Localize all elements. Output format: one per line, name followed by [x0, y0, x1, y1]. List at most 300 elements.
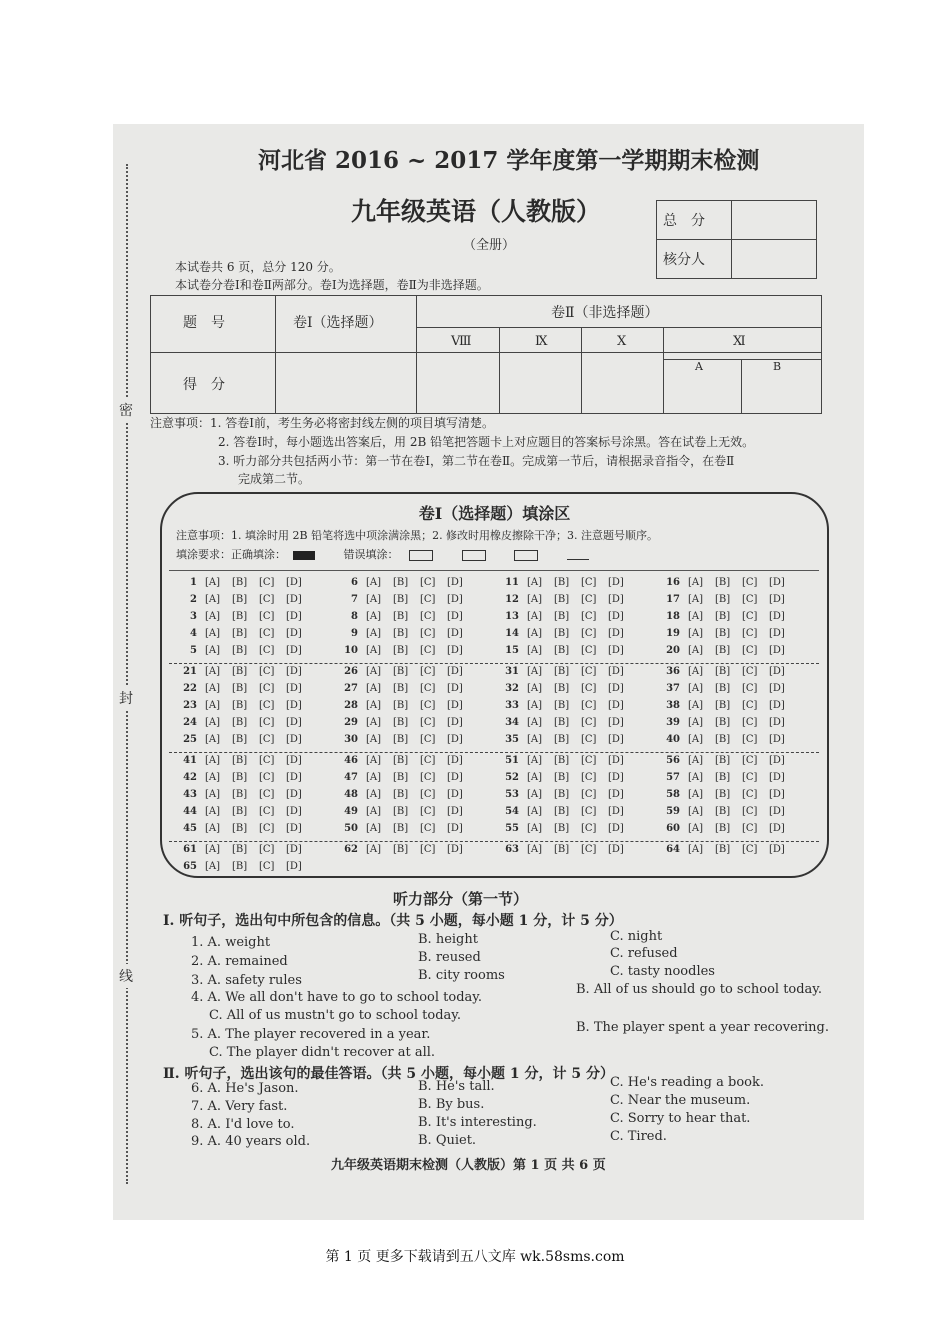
- answer-bubble[interactable]: [B]: [232, 683, 248, 694]
- answer-bubble[interactable]: [B]: [715, 683, 731, 694]
- answer-bubble[interactable]: [D]: [608, 789, 624, 800]
- answer-bubble[interactable]: [D]: [608, 700, 624, 711]
- answer-bubble[interactable]: [A]: [527, 755, 543, 766]
- answer-bubble[interactable]: [B]: [393, 628, 409, 639]
- answer-bubble[interactable]: [C]: [259, 806, 275, 817]
- answer-bubble[interactable]: [D]: [608, 734, 624, 745]
- answer-bubble[interactable]: [C]: [581, 823, 597, 834]
- answer-bubble[interactable]: [B]: [554, 683, 570, 694]
- answer-bubble[interactable]: [A]: [366, 844, 382, 855]
- answer-bubble[interactable]: [A]: [688, 683, 704, 694]
- answer-bubble[interactable]: [C]: [581, 628, 597, 639]
- question-number: 7: [351, 594, 358, 605]
- answer-bubble[interactable]: [C]: [742, 789, 758, 800]
- answer-bubble[interactable]: [B]: [393, 823, 409, 834]
- answer-bubble[interactable]: [C]: [420, 683, 436, 694]
- question-number: 28: [344, 700, 358, 711]
- answer-bubble[interactable]: [C]: [742, 577, 758, 588]
- answer-bubble[interactable]: [A]: [366, 717, 382, 728]
- answer-bubble[interactable]: [D]: [769, 645, 785, 656]
- answer-bubble[interactable]: [A]: [205, 683, 221, 694]
- answer-bubble[interactable]: [D]: [608, 666, 624, 677]
- answer-item-20: [656, 645, 796, 656]
- answer-bubble[interactable]: [A]: [527, 806, 543, 817]
- answer-bubble[interactable]: [B]: [554, 628, 570, 639]
- answer-bubble[interactable]: [A]: [205, 628, 221, 639]
- answer-bubble[interactable]: [D]: [608, 628, 624, 639]
- answer-bubble[interactable]: [D]: [447, 734, 463, 745]
- question-number: 53: [505, 789, 519, 800]
- answer-bubble[interactable]: [C]: [742, 844, 758, 855]
- answer-bubble[interactable]: [A]: [205, 789, 221, 800]
- answer-bubble[interactable]: [D]: [286, 844, 302, 855]
- answer-bubble[interactable]: [B]: [393, 717, 409, 728]
- answer-bubble[interactable]: [C]: [742, 755, 758, 766]
- answer-bubble[interactable]: [D]: [608, 755, 624, 766]
- answer-bubble[interactable]: [B]: [393, 666, 409, 677]
- answer-bubble[interactable]: [A]: [527, 772, 543, 783]
- answer-bubble[interactable]: [D]: [769, 666, 785, 677]
- answer-bubble[interactable]: [D]: [447, 717, 463, 728]
- answer-bubble[interactable]: [A]: [366, 645, 382, 656]
- answer-bubble[interactable]: [A]: [366, 823, 382, 834]
- answer-bubble[interactable]: [C]: [420, 789, 436, 800]
- answer-bubble[interactable]: [C]: [581, 700, 597, 711]
- answer-bubble[interactable]: [C]: [259, 823, 275, 834]
- answer-bubble[interactable]: [B]: [393, 772, 409, 783]
- answer-bubble[interactable]: [C]: [581, 789, 597, 800]
- answer-bubble[interactable]: [A]: [366, 666, 382, 677]
- answer-bubble[interactable]: [A]: [688, 734, 704, 745]
- answer-bubble[interactable]: [B]: [554, 755, 570, 766]
- answer-bubble[interactable]: [B]: [554, 611, 570, 622]
- answer-bubble[interactable]: [D]: [608, 683, 624, 694]
- answer-bubble[interactable]: [D]: [769, 823, 785, 834]
- answer-bubble[interactable]: [D]: [769, 577, 785, 588]
- answer-bubble[interactable]: [D]: [769, 844, 785, 855]
- answer-bubble[interactable]: [C]: [420, 772, 436, 783]
- answer-bubble[interactable]: [D]: [769, 611, 785, 622]
- answer-bubble[interactable]: [B]: [715, 628, 731, 639]
- answer-bubble[interactable]: [B]: [715, 700, 731, 711]
- answer-bubble[interactable]: [C]: [259, 666, 275, 677]
- answer-bubble[interactable]: [C]: [259, 683, 275, 694]
- answer-bubble[interactable]: [C]: [420, 628, 436, 639]
- answer-bubble[interactable]: [B]: [232, 717, 248, 728]
- answer-bubble[interactable]: [D]: [769, 789, 785, 800]
- answer-bubble[interactable]: [B]: [232, 789, 248, 800]
- answer-bubble[interactable]: [A]: [205, 734, 221, 745]
- answer-bubble[interactable]: [B]: [715, 789, 731, 800]
- answer-bubble[interactable]: [D]: [608, 717, 624, 728]
- question-number: 47: [344, 772, 358, 783]
- answer-bubble[interactable]: [C]: [742, 734, 758, 745]
- question-number: 46: [344, 755, 358, 766]
- answer-bubble[interactable]: [B]: [232, 861, 248, 872]
- answer-bubble[interactable]: [A]: [205, 717, 221, 728]
- answer-bubble[interactable]: [A]: [205, 577, 221, 588]
- answer-bubble[interactable]: [D]: [769, 772, 785, 783]
- question-number: 65: [183, 861, 197, 872]
- answer-item-37: [656, 683, 796, 694]
- answer-bubble[interactable]: [B]: [393, 645, 409, 656]
- answer-bubble[interactable]: [C]: [742, 645, 758, 656]
- answer-bubble[interactable]: [A]: [527, 628, 543, 639]
- answer-bubble[interactable]: [A]: [527, 844, 543, 855]
- answer-bubble[interactable]: [D]: [447, 645, 463, 656]
- answer-bubble[interactable]: [D]: [447, 628, 463, 639]
- answer-bubble[interactable]: [B]: [554, 806, 570, 817]
- answer-bubble[interactable]: [A]: [205, 861, 221, 872]
- answer-bubble[interactable]: [B]: [554, 594, 570, 605]
- answer-bubble[interactable]: [B]: [393, 789, 409, 800]
- answer-bubble[interactable]: [C]: [581, 844, 597, 855]
- answer-bubble[interactable]: [C]: [259, 717, 275, 728]
- question-number: 36: [666, 666, 680, 677]
- answer-bubble[interactable]: [B]: [393, 806, 409, 817]
- answer-bubble[interactable]: [D]: [286, 700, 302, 711]
- answer-bubble[interactable]: [C]: [742, 717, 758, 728]
- answer-bubble[interactable]: [B]: [393, 611, 409, 622]
- answer-bubble[interactable]: [C]: [742, 594, 758, 605]
- answer-bubble[interactable]: [A]: [366, 628, 382, 639]
- answer-bubble[interactable]: [C]: [420, 844, 436, 855]
- answer-bubble[interactable]: [B]: [715, 577, 731, 588]
- question-number: 34: [505, 717, 519, 728]
- answer-bubble[interactable]: [A]: [366, 772, 382, 783]
- answer-item-60: [656, 823, 796, 834]
- answer-bubble[interactable]: [A]: [688, 645, 704, 656]
- answer-bubble[interactable]: [B]: [554, 823, 570, 834]
- answer-bubble[interactable]: [C]: [742, 683, 758, 694]
- answer-bubble[interactable]: [D]: [608, 772, 624, 783]
- answer-bubble[interactable]: [B]: [554, 789, 570, 800]
- answer-bubble[interactable]: [D]: [286, 577, 302, 588]
- question-number: 59: [666, 806, 680, 817]
- answer-bubble[interactable]: [C]: [259, 772, 275, 783]
- answer-bubble[interactable]: [B]: [554, 700, 570, 711]
- answer-bubble[interactable]: [B]: [393, 577, 409, 588]
- answer-bubble[interactable]: [D]: [447, 844, 463, 855]
- answer-bubble[interactable]: [B]: [393, 844, 409, 855]
- checker-value-cell[interactable]: [732, 240, 817, 279]
- answer-bubble[interactable]: [B]: [393, 594, 409, 605]
- answer-bubble[interactable]: [C]: [259, 645, 275, 656]
- answer-bubble[interactable]: [C]: [420, 755, 436, 766]
- answer-bubble[interactable]: [D]: [286, 683, 302, 694]
- answer-bubble[interactable]: [B]: [715, 806, 731, 817]
- answer-bubble[interactable]: [B]: [715, 717, 731, 728]
- answer-bubble[interactable]: [A]: [527, 611, 543, 622]
- answer-bubble[interactable]: [B]: [393, 683, 409, 694]
- answer-bubble[interactable]: [D]: [447, 683, 463, 694]
- answer-bubble[interactable]: [A]: [688, 594, 704, 605]
- answer-bubble[interactable]: [A]: [527, 823, 543, 834]
- answer-bubble[interactable]: [C]: [420, 823, 436, 834]
- answer-bubble[interactable]: [C]: [259, 861, 275, 872]
- answer-bubble[interactable]: [B]: [554, 645, 570, 656]
- answer-bubble[interactable]: [B]: [232, 577, 248, 588]
- answer-bubble[interactable]: [B]: [232, 628, 248, 639]
- answer-row: [169, 628, 819, 646]
- answer-bubble[interactable]: [C]: [420, 806, 436, 817]
- answer-bubble[interactable]: [B]: [232, 806, 248, 817]
- answer-bubble[interactable]: [A]: [366, 755, 382, 766]
- answer-bubble[interactable]: [D]: [608, 823, 624, 834]
- answer-item-13: [495, 611, 635, 622]
- answer-bubble[interactable]: [A]: [366, 734, 382, 745]
- answer-bubble[interactable]: [B]: [554, 666, 570, 677]
- answer-bubble[interactable]: [C]: [259, 577, 275, 588]
- answer-bubble[interactable]: [A]: [205, 645, 221, 656]
- answer-bubble[interactable]: [C]: [581, 645, 597, 656]
- answer-bubble[interactable]: [C]: [420, 645, 436, 656]
- total-label: 总 分: [657, 201, 732, 240]
- answer-bubble[interactable]: [B]: [232, 611, 248, 622]
- answer-bubble[interactable]: [C]: [742, 611, 758, 622]
- answer-bubble[interactable]: [C]: [259, 628, 275, 639]
- answer-bubble[interactable]: [C]: [581, 666, 597, 677]
- answer-bubble[interactable]: [D]: [608, 645, 624, 656]
- answer-bubble[interactable]: [C]: [742, 772, 758, 783]
- answer-bubble[interactable]: [C]: [742, 628, 758, 639]
- answer-bubble[interactable]: [A]: [688, 577, 704, 588]
- answer-bubble[interactable]: [B]: [715, 734, 731, 745]
- answer-bubble[interactable]: [D]: [608, 806, 624, 817]
- answer-bubble[interactable]: [C]: [581, 806, 597, 817]
- answer-bubble[interactable]: [A]: [366, 594, 382, 605]
- notes-line-2: 2. 答卷Ⅰ时，每小题选出答案后，用 2B 铅笔把答题卡上对应题目的答案标号涂黑。答在试卷上无效。: [218, 435, 755, 449]
- answer-bubble[interactable]: [C]: [742, 806, 758, 817]
- answer-bubble[interactable]: [D]: [286, 628, 302, 639]
- answer-bubble[interactable]: [D]: [286, 823, 302, 834]
- answer-bubble[interactable]: [B]: [715, 844, 731, 855]
- question-number: 11: [505, 577, 519, 588]
- answer-bubble[interactable]: [D]: [608, 594, 624, 605]
- answer-bubble[interactable]: [A]: [688, 666, 704, 677]
- answer-bubble[interactable]: [A]: [205, 666, 221, 677]
- answer-bubble[interactable]: [B]: [715, 594, 731, 605]
- answer-bubble[interactable]: [A]: [205, 611, 221, 622]
- answer-bubble[interactable]: [C]: [259, 755, 275, 766]
- answer-bubble[interactable]: [D]: [769, 594, 785, 605]
- answer-bubble[interactable]: [B]: [393, 755, 409, 766]
- answer-bubble[interactable]: [D]: [286, 789, 302, 800]
- answer-bubble[interactable]: [C]: [420, 666, 436, 677]
- answer-bubble[interactable]: [D]: [769, 717, 785, 728]
- answer-bubble[interactable]: [C]: [420, 611, 436, 622]
- answer-bubble[interactable]: [A]: [205, 806, 221, 817]
- answer-bubble[interactable]: [C]: [581, 594, 597, 605]
- answer-row: [169, 717, 819, 735]
- answer-bubble[interactable]: [D]: [769, 806, 785, 817]
- answer-bubble[interactable]: [A]: [527, 734, 543, 745]
- answer-bubble[interactable]: [C]: [259, 611, 275, 622]
- answer-bubble[interactable]: [A]: [366, 700, 382, 711]
- answer-bubble[interactable]: [A]: [205, 594, 221, 605]
- answer-bubble[interactable]: [C]: [259, 844, 275, 855]
- answer-bubble[interactable]: [D]: [447, 611, 463, 622]
- answer-bubble[interactable]: [D]: [447, 666, 463, 677]
- answer-row: [169, 861, 819, 879]
- answer-bubble[interactable]: [A]: [527, 717, 543, 728]
- answer-bubble[interactable]: [C]: [581, 577, 597, 588]
- answer-bubble[interactable]: [A]: [205, 772, 221, 783]
- q3-c: C. tasty noodles: [610, 964, 715, 979]
- answer-bubble[interactable]: [A]: [527, 594, 543, 605]
- answer-bubble[interactable]: [C]: [581, 683, 597, 694]
- answer-bubble[interactable]: [D]: [447, 577, 463, 588]
- answer-bubble[interactable]: [A]: [688, 844, 704, 855]
- answer-bubble[interactable]: [D]: [608, 611, 624, 622]
- answer-bubble[interactable]: [A]: [527, 683, 543, 694]
- answer-bubble[interactable]: [A]: [527, 577, 543, 588]
- answer-bubble[interactable]: [B]: [232, 755, 248, 766]
- answer-bubble[interactable]: [C]: [259, 700, 275, 711]
- answer-bubble[interactable]: [D]: [447, 755, 463, 766]
- answer-bubble[interactable]: [B]: [554, 577, 570, 588]
- answer-bubble[interactable]: [B]: [393, 734, 409, 745]
- answer-bubble[interactable]: [D]: [769, 755, 785, 766]
- answer-bubble[interactable]: [A]: [205, 844, 221, 855]
- answer-bubble[interactable]: [C]: [742, 666, 758, 677]
- answer-bubble[interactable]: [C]: [420, 717, 436, 728]
- answer-bubble[interactable]: [A]: [527, 700, 543, 711]
- answer-bubble[interactable]: [D]: [286, 861, 302, 872]
- answer-item-9: [334, 628, 474, 639]
- answer-bubble[interactable]: [D]: [608, 577, 624, 588]
- answer-bubble[interactable]: [A]: [205, 700, 221, 711]
- answer-bubble[interactable]: [A]: [688, 755, 704, 766]
- answer-bubble[interactable]: [B]: [715, 772, 731, 783]
- answer-bubble[interactable]: [D]: [447, 806, 463, 817]
- answer-bubble[interactable]: [D]: [286, 645, 302, 656]
- answer-bubble[interactable]: [B]: [232, 666, 248, 677]
- q3-b: B. city rooms: [418, 968, 505, 983]
- answer-bubble[interactable]: [D]: [769, 683, 785, 694]
- answer-bubble[interactable]: [B]: [715, 611, 731, 622]
- info-line-2: 本试卷分卷Ⅰ和卷Ⅱ两部分。卷Ⅰ为选择题，卷Ⅱ为非选择题。: [175, 278, 489, 292]
- answer-bubble[interactable]: [B]: [393, 700, 409, 711]
- answer-bubble[interactable]: [A]: [527, 645, 543, 656]
- answer-bubble[interactable]: [D]: [286, 772, 302, 783]
- question-number: 13: [505, 611, 519, 622]
- answer-bubble[interactable]: [D]: [769, 628, 785, 639]
- answer-bubble[interactable]: [A]: [688, 717, 704, 728]
- section-1-title: Ⅰ. 听句子，选出句中所包含的信息。（共 5 小题，每小题 1 分，计 5 分）: [163, 913, 623, 929]
- answer-bubble[interactable]: [B]: [554, 734, 570, 745]
- answer-bubble[interactable]: [A]: [366, 611, 382, 622]
- answer-bubble[interactable]: [C]: [581, 772, 597, 783]
- q8-a: 8. A. I'd love to.: [191, 1117, 295, 1132]
- question-number: 40: [666, 734, 680, 745]
- answer-bubble[interactable]: [A]: [688, 700, 704, 711]
- answer-bubble[interactable]: [D]: [447, 772, 463, 783]
- answer-bubble[interactable]: [B]: [715, 645, 731, 656]
- answer-row: [169, 594, 819, 612]
- answer-bubble[interactable]: [B]: [554, 717, 570, 728]
- answer-bubble[interactable]: [B]: [232, 823, 248, 834]
- answer-bubble[interactable]: [C]: [420, 734, 436, 745]
- total-value-cell[interactable]: [732, 201, 817, 240]
- answer-bubble[interactable]: [D]: [447, 789, 463, 800]
- answer-bubble[interactable]: [A]: [688, 823, 704, 834]
- answer-item-22: [173, 683, 313, 694]
- answer-bubble[interactable]: [D]: [286, 594, 302, 605]
- answer-bubble[interactable]: [C]: [259, 734, 275, 745]
- answer-bubble[interactable]: [B]: [232, 772, 248, 783]
- answer-bubble[interactable]: [C]: [581, 734, 597, 745]
- answer-bubble[interactable]: [D]: [286, 755, 302, 766]
- question-number: 55: [505, 823, 519, 834]
- answer-bubble[interactable]: [B]: [554, 772, 570, 783]
- total-score-box: [656, 200, 817, 279]
- answer-bubble[interactable]: [C]: [420, 700, 436, 711]
- answer-bubble[interactable]: [D]: [769, 700, 785, 711]
- answer-bubble[interactable]: [D]: [769, 734, 785, 745]
- answer-bubble[interactable]: [C]: [420, 577, 436, 588]
- answer-bubble[interactable]: [C]: [581, 611, 597, 622]
- answer-bubble[interactable]: [D]: [447, 594, 463, 605]
- answer-bubble[interactable]: [D]: [286, 734, 302, 745]
- answer-bubble[interactable]: [A]: [366, 577, 382, 588]
- answer-bubble[interactable]: [A]: [688, 611, 704, 622]
- answer-bubble[interactable]: [A]: [366, 683, 382, 694]
- answer-bubble[interactable]: [C]: [742, 823, 758, 834]
- answer-bubble[interactable]: [C]: [581, 755, 597, 766]
- answer-bubble[interactable]: [A]: [527, 789, 543, 800]
- answer-bubble[interactable]: [D]: [286, 611, 302, 622]
- answer-bubble[interactable]: [A]: [688, 772, 704, 783]
- answer-bubble[interactable]: [B]: [715, 666, 731, 677]
- answer-bubble[interactable]: [C]: [420, 594, 436, 605]
- binding-char-xian: 线: [119, 964, 133, 988]
- answer-bubble[interactable]: [C]: [259, 594, 275, 605]
- answer-bubble[interactable]: [B]: [232, 645, 248, 656]
- answer-bubble[interactable]: [A]: [366, 789, 382, 800]
- answer-bubble[interactable]: [A]: [688, 806, 704, 817]
- answer-bubble[interactable]: [A]: [366, 806, 382, 817]
- notes-line-3b: 完成第二节。: [238, 472, 311, 486]
- answer-bubble[interactable]: [B]: [232, 844, 248, 855]
- answer-bubble[interactable]: [B]: [715, 755, 731, 766]
- answer-bubble[interactable]: [B]: [715, 823, 731, 834]
- answer-bubble[interactable]: [A]: [688, 789, 704, 800]
- answer-bubble[interactable]: [B]: [232, 734, 248, 745]
- answer-bubble[interactable]: [C]: [259, 789, 275, 800]
- page-footer: 九年级英语期末检测（人教版）第 1 页 共 6 页: [331, 1158, 606, 1173]
- answer-row: [169, 734, 819, 752]
- answer-bubble[interactable]: [A]: [205, 823, 221, 834]
- answer-bubble[interactable]: [A]: [688, 628, 704, 639]
- answer-item-21: [173, 666, 313, 677]
- answer-bubble[interactable]: [A]: [527, 666, 543, 677]
- answer-bubble[interactable]: [B]: [554, 844, 570, 855]
- answer-bubble[interactable]: [A]: [205, 755, 221, 766]
- answer-bubble[interactable]: [D]: [286, 806, 302, 817]
- answer-bubble[interactable]: [B]: [232, 700, 248, 711]
- answer-bubble[interactable]: [D]: [608, 844, 624, 855]
- answer-item-4: [173, 628, 313, 639]
- answer-bubble[interactable]: [D]: [447, 823, 463, 834]
- answer-bubble[interactable]: [C]: [581, 717, 597, 728]
- answer-bubble[interactable]: [D]: [286, 666, 302, 677]
- answer-bubble[interactable]: [C]: [742, 700, 758, 711]
- answer-bubble[interactable]: [D]: [447, 700, 463, 711]
- answer-bubble[interactable]: [B]: [232, 594, 248, 605]
- answer-bubble[interactable]: [D]: [286, 717, 302, 728]
- question-number: 21: [183, 666, 197, 677]
